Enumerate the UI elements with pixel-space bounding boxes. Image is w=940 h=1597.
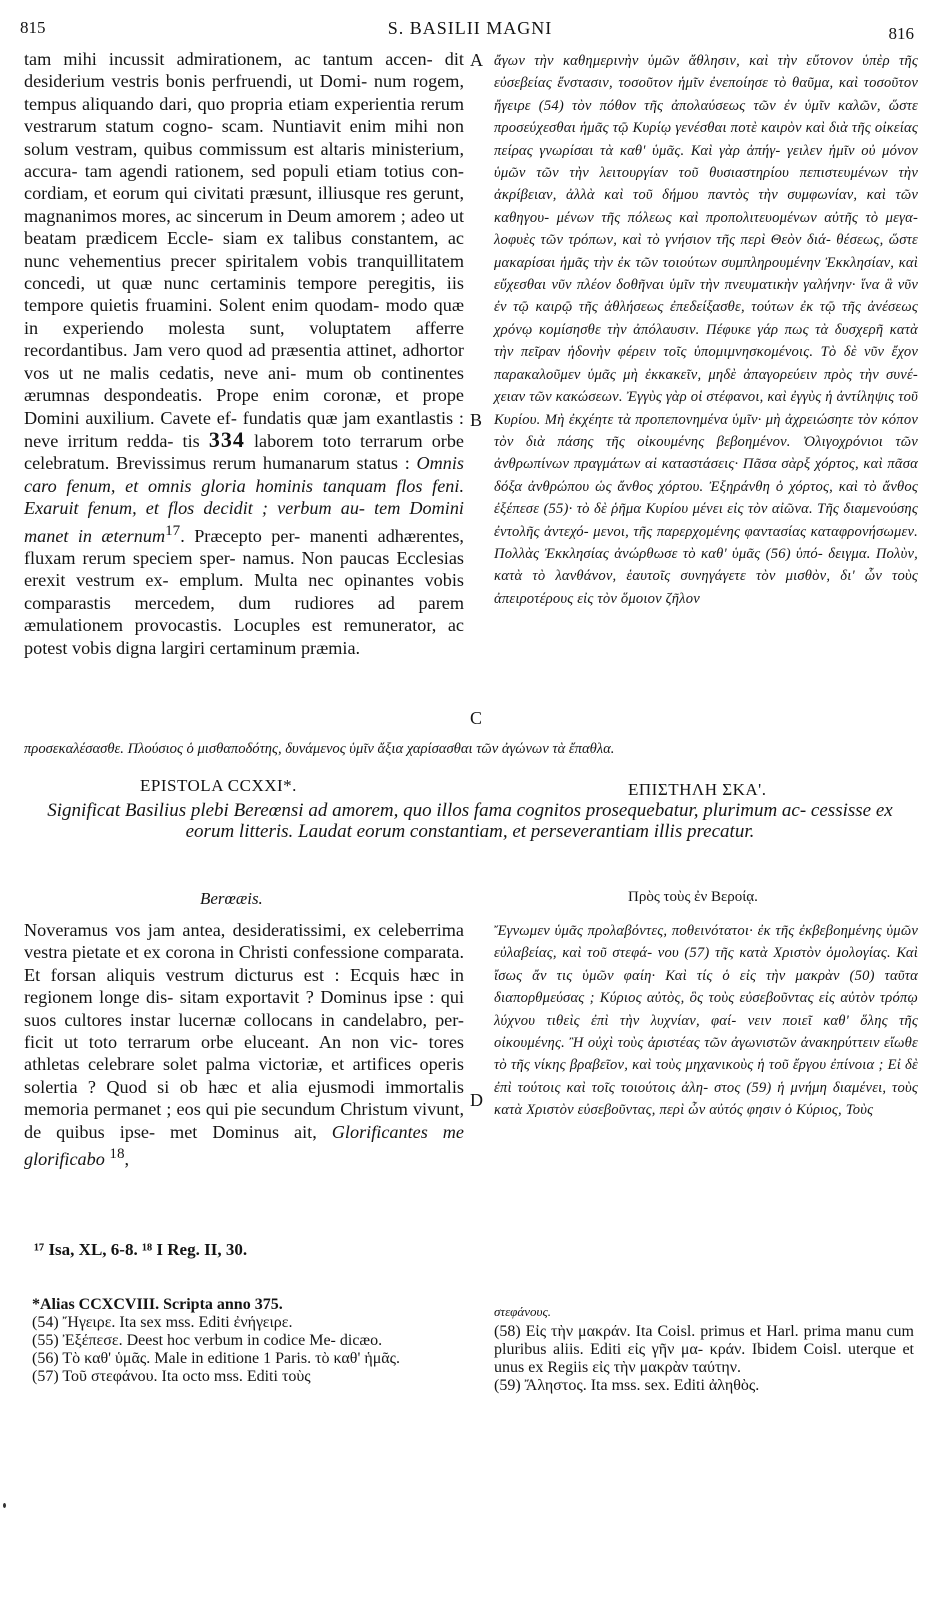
- epistle-heading-latin: EPISTOLA CCXXI*.: [140, 776, 297, 795]
- note-54: (54) Ἤγειρε. Ita sex mss. Editi ἐνήγειρε.: [32, 1314, 293, 1331]
- column-number-334: 334: [208, 426, 245, 452]
- margin-letter-d: D: [470, 1090, 483, 1110]
- epistle-heading-greek: ΕΠΙΣΤΗΛΗ ΣΚΑ'.: [628, 780, 767, 799]
- greek-paragraph-bottom: Ἔγνωμεν ὑμᾶς προλαβόντες, ποθεινότατοι· ἐκ τῆς ἐκβεβοημένης ὑμῶν εὐλαβείας, καὶ τοῦ στεφά- νου (57) τῆς κατὰ Χριστὸν ὁμολογίας. Καὶ ἴσως ἄν τις ὑμῶν φαίη· Καὶ τίς ὁ εἰς τὴν μακρὰν (50) ταῦτα διαπορθμεύσας ; Κύριος αὐτὸς, ὃς τοὺς εὐσεβοῦντας εἰς αὐτὸν τρόπῳ λύχνου τιθεὶς ἐπὶ τὴν λυχνίαν, φαί- νειν ποιεῖ καθ' ὅλης τῆς οἰκουμένης. Ἢ οὐχὶ τοὺς ἀριστέας τῶν ἀγωνιστῶν ἀνακηρύττειν εἴωθε τὸ τῆς νίκης βραβεῖον, καὶ τοὺς μηχανικοὺς ἡ τοῦ ἔργου ἐπίνοια ; Εἰ δὲ ἐπὶ τούτοις καὶ τοῖς τοιούτοις ἀλη- στος (59) ἡ μνήμη διαμένει, τοὺς κατὰ Χριστὸν εὐσεβοῦντας, περὶ ὧν αὐτός φησιν ὁ Κύριος, Τοὺς: [494, 923, 918, 1119]
- note-58: (58) Εἰς τὴν μακράν. Ita Coisl. primus et Harl. prima manu cum pluribus aliis. Editi εἰς γῆν μα- κράν. Ibidem Coisl. uterque et unus ex Regiis εἰς τὴν μακρὰν ταύτην.: [494, 1323, 914, 1376]
- scripture-footnotes: ¹⁷ Isa, XL, 6-8. ¹⁸ I Reg. II, 30.: [34, 1240, 248, 1259]
- footnote-ref-18: 18: [109, 1145, 125, 1163]
- note-alias: *Alias CCXCVIII. Scripta anno 375.: [32, 1296, 283, 1313]
- page-number-right: 816: [888, 24, 914, 43]
- greek-paragraph-top: ἄγων τὴν καθημερινὴν ὑμῶν ἄθλησιν, καὶ τὴν εὔτονον ὑπὲρ τῆς εὐσεβείας ἔνστασιν, τοσοῦτον ἡμῖν ἐνεποίησε τὸ θαῦμα, καὶ τοσοῦτον ἤγειρε (54) τὸν πόθον τῆς ἀπολαύσεως τῶν ἐν ὑμῖν καλῶν, ὥστε προσεύχεσθαι ἡμᾶς τῷ Κυρίῳ γενέσθαι ποτὲ καιρὸν καὶ διὰ τῆς οἰκείας πείρας γνωρίσαι τὰ καθ' ὑμᾶς. Καὶ γὰρ ἀπήγ- γειλεν ἡμῖν οὐ μόνον ὑμῶν τῶν τὴν λειτουργίαν τοῦ θυσιαστηρίου πεπιστευμένων τὴν ἀκρίβειαν, ἀλλὰ καὶ τοῦ δήμου παντὸς τὴν συμφωνίαν, καὶ τῶν καθηγου- μένων τῆς πόλεως καὶ προπολιτευομένων αὐτῆς τὸ μεγα- λοφυὲς τῶν τρόπων, καὶ τὸ γνήσιον τῆς περὶ Θεὸν διά- θέσεως, ὥστε μακαρίσαι ἡμᾶς τὴν ἐκ τῶν τοιούτων συμπληρουμένην Ἐκκλησίαν, καὶ εὔχεσθαι νῦν πλέον δοθῆναι ὑμῖν τὴν πνευματικὴν γαλήνην· ἵνα ἃ νῦν ἐν τῷ καιρῷ τῆς ἀθλήσεως ἐπεδείξασθε, τούτων ἐκ τῷ τῆς ἀνέσεως χρόνῳ κομίσησθε τὴν ἀπόλαυσιν. Πέφυκε γάρ πως τὰ δυσχερῆ κατὰ τὴν πεῖραν ἡδονὴν φέρειν τοῖς ὑπομιμνησκομένοις. Τὸ δὲ νῦν ἔχον παρακαλοῦμεν ὑμᾶς μὴ ἐκκακεῖν, μηδὲ ἀπαγορεύειν πρὸς τὴν συνέ- χειαν τῶν κακώσεων. Ἐγγὺς γὰρ οἱ στέφανοι, καὶ ἐγγὺς ἡ ἀντίληψις τοῦ Κυρίου. Μὴ ἐκχέητε τὰ προπεπονημένα ὑμῖν· μὴ ἀχρειώσητε τὸν κόπον τὸν διὰ πάσης τῆς οἰκουμένης βεβοημένον. Ὀλιγοχρόνιοι τῶν ἀνθρωπίνων πραγμάτων αἱ καταστάσεις· Πᾶσα σὰρξ χόρτος, καὶ πᾶσα δόξα ἀνθρώπου ὡς ἄνθος χόρτου. Ἐξηράνθη ὁ χόρτος, καὶ τὸ ἄνθος ἐξέπεσε (55)· τὸ δὲ ῥῆμα Κυρίου μένει εἰς τὸν αἰῶνα. Τῆς διαμενούσης ἐντολῆς ἀντεχό- μενοι, τῆς παρερχομένης φαντασίας καταφρονήσωμεν. Πολλὰς Ἐκκλησίας ἀνώρθωσε τὸ καθ' ὑμᾶς (56) ὑπό- δειγμα. Πολὺν, κατὰ τὸ λανθάνον, ἑαυτοῖς συνηγάγετε τὸν μισθὸν, δι' ὧν τοὺς ἀπειροτέρους εἰς τὸν ὅμοιον ζῆλον: [494, 53, 919, 607]
- note-55: (55) Ἐξέπεσε. Deest hoc verbum in codice Me- dicæo.: [32, 1332, 383, 1349]
- latin-critical-notes: [32, 1296, 462, 1386]
- margin-letter-b: B: [470, 410, 483, 430]
- note-57: (57) Τοῦ στεφάνου. Ita octo mss. Editi τοὺς: [32, 1368, 311, 1385]
- greek-column-top: [494, 50, 918, 610]
- margin-letter-c: C: [470, 708, 483, 728]
- note-59: (59) Ἄληστος. Ita mss. sex. Editi ἀληθὸς.: [494, 1377, 760, 1394]
- epistle-summary: Significat Basilius plebi Bereœnsi ad amorem, quo illos fama cognitos prosequebatur, plurimum ac- cessisse ex eorum litteris. Laudat eorum constantiam, et perseverantiam illis precatur.: [47, 800, 893, 842]
- address-latin: Berœæis.: [200, 889, 263, 908]
- note-57-cont: στεφάνους.: [494, 1304, 551, 1319]
- margin-letter-a: A: [470, 50, 483, 70]
- greek-critical-notes: [494, 1303, 914, 1395]
- scripture-quote-2: Glorificantes me glorificabo: [24, 1121, 464, 1170]
- scan-speck: [3, 1503, 6, 1508]
- running-title: S. BASILII MAGNI: [387, 18, 553, 38]
- greek-column-bottom: [494, 920, 918, 1122]
- scripture-quote: Omnis caro fenum, et omnis gloria hominis tanquam flos feni. Exaruit fenum, et flos decidit ; verbum au- tem Domini manet in æternum: [24, 453, 464, 546]
- address-greek: Πρὸς τοὺς ἐν Βεροίᾳ.: [628, 889, 758, 905]
- footnote-ref-17: 17: [165, 521, 181, 539]
- latin-paragraph-bottom: Noveramus vos jam antea, desideratissimi, ex celeberrima vestra pietate et ex corona in Christi confessione comparata. Et forsan aliquis vestrum dicturus est : Ecquis hæc in regionem longe dis- sitam exportavit ? Dominus ipse : qui suos cultores instar lucernæ collocans in candelabro, per- ficit ut toto terrarum orbe eluceant. An non vic- tores athletas celebrare solet palma victoriæ, et artifices operis solertia ? Quod si ob hæc et alia ejusmodi immortalis memoria permanet ; eos qui pie secundum Christum vivunt, de quibus ipse- met Dominus ait, Glorificantes me glorificabo $^{18}$,: [24, 920, 464, 1170]
- greek-carryover-line: προσεκαλέσασθε. Πλούσιος ὁ μισθαποδότης, δυνάμενος ὑμῖν ἄξια χαρίσασθαι τῶν ἀγώνων τὰ ἔπαθλα.: [24, 741, 615, 757]
- latin-paragraph-top: tam mihi incussit admirationem, ac tantum accen- dit desiderium vestris bonis perfruendi, ut Domi- num rogem, tempus aliquando dari, quo propria etiam experientia rerum vestrarum statum cogno- scam. Nuntiavit enim mihi non solum vestram, quibus commissum est altaris ministerium, accura- tam agendi rationem, sed populi etiam totius con- cordiam, et eorum qui civitati præsunt, illiusque res gerunt, magnanimos mores, ac sincerum in Deum amorem ; adeo ut beatam prædicem Eccle- siam ex talibus constantem, ac nunc vehementius precer spiritalem vobis tranquillitatem concedi, ut quæ nunc certaminis tempore peregitis, iis tempore quietis fruamini. Solent enim quodam- modo quæ in experiendo molesta sunt, voluptatem afferre recordantibus. Jam vero quod ad præsentia attinet, adhortor vos ut ne malis cedatis, neve ani- mum ob continentes ærumnas despondeatis. Prope enim coronæ, et prope Domini auxilium. Cavete ef- fundatis quæ jam exantlastis : neve irritum redda- tis 334 laborem toto terrarum orbe celebratum. Brevissimus rerum humanarum status : Omnis caro fenum, et omnis gloria hominis tanquam flos feni. Exaruit fenum, et flos decidit ; verbum au- tem Domini manet in æternum$^{17}$. Præcepto per- manenti adhærentes, fluxam rerum speciem sper- namus. Non paucas Ecclesias erexit vestrum ex- emplum. Multa nec opinantes vobis comparastis mercedem, dum rudiores ad parem æmulationem provocastis. Locuples est remunerator, ac potest vobis digna largiri certaminum præmia.: [24, 49, 465, 658]
- note-56: (56) Τὸ καθ' ὑμᾶς. Male in editione 1 Paris. τὸ καθ' ἡμᾶς.: [32, 1350, 401, 1367]
- latin-column-bottom: [24, 919, 464, 1171]
- page-number-left: 815: [20, 18, 46, 37]
- latin-column-top: [24, 48, 464, 659]
